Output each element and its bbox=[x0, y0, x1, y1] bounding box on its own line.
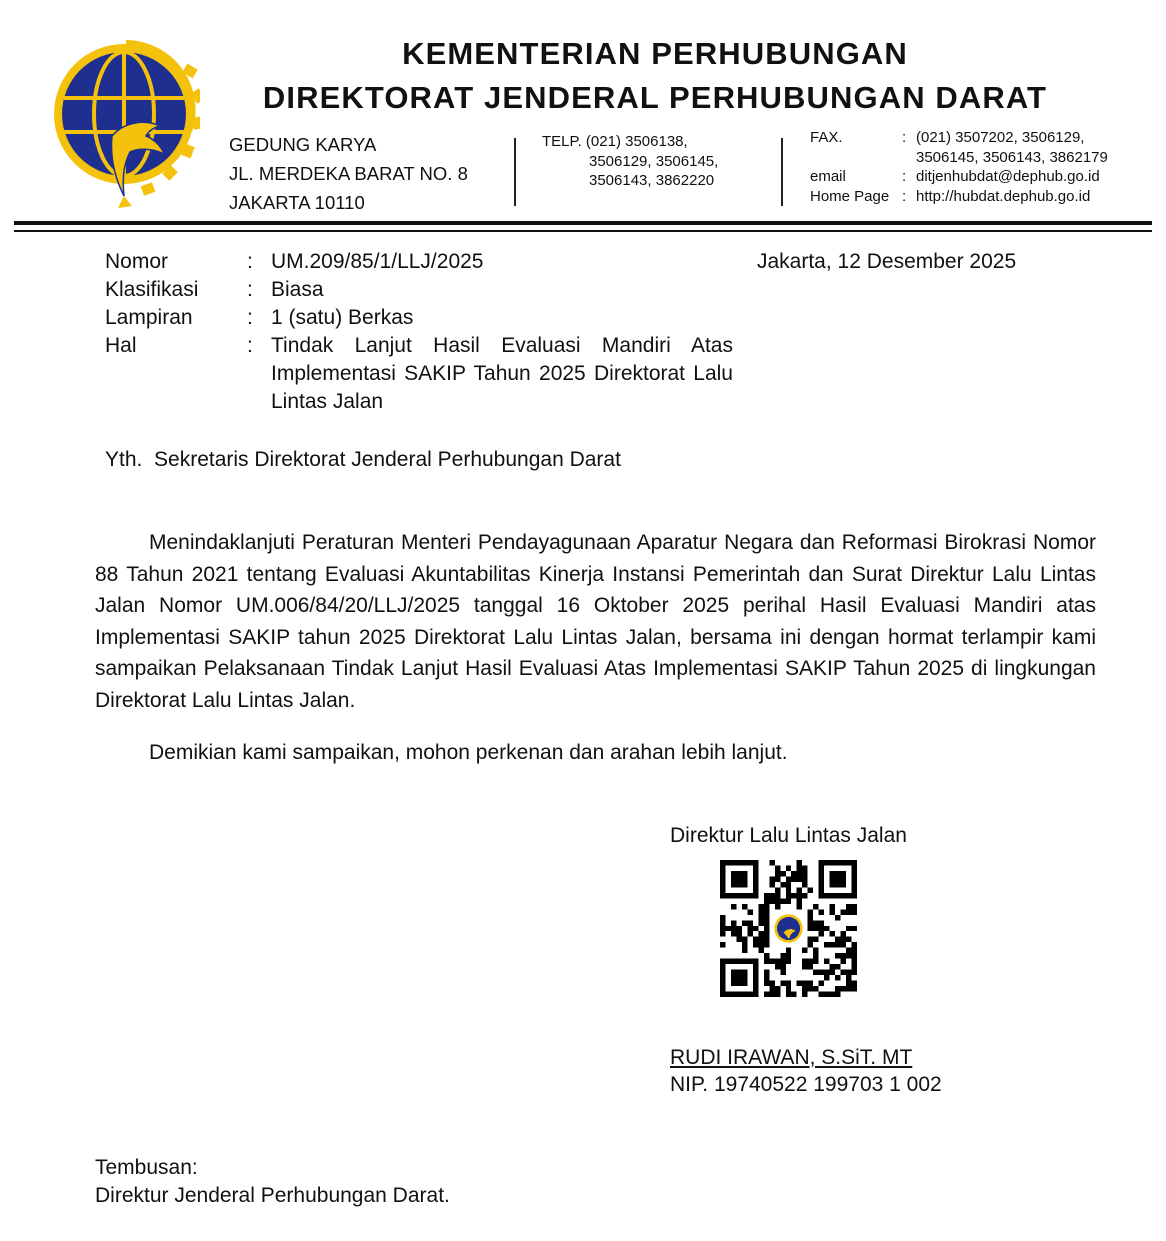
office-address bbox=[229, 130, 468, 217]
address-line: JAKARTA 10110 bbox=[229, 192, 365, 213]
qr-module bbox=[802, 964, 807, 969]
qr-module bbox=[835, 942, 840, 947]
qr-module bbox=[802, 986, 807, 991]
qr-module bbox=[780, 953, 785, 958]
qr-module bbox=[835, 953, 840, 958]
qr-module bbox=[791, 992, 796, 997]
qr-module bbox=[786, 992, 791, 997]
qr-module bbox=[753, 942, 758, 947]
qr-module bbox=[852, 953, 857, 958]
qr-module bbox=[786, 882, 791, 887]
telp-number: 3506129, 3506145, bbox=[589, 152, 719, 170]
directorate-name: DIREKTORAT JENDERAL PERHUBUNGAN DARAT bbox=[262, 80, 1048, 115]
qr-module bbox=[797, 893, 802, 898]
qr-module bbox=[780, 970, 785, 975]
qr-module bbox=[780, 964, 785, 969]
qr-module bbox=[819, 992, 824, 997]
qr-module bbox=[769, 986, 774, 991]
qr-module bbox=[786, 893, 791, 898]
qr-module bbox=[764, 970, 769, 975]
qr-module bbox=[731, 920, 736, 925]
qr-module bbox=[742, 937, 747, 942]
telp-label: TELP. bbox=[542, 133, 582, 150]
lampiran-value: 1 (satu) Berkas bbox=[271, 306, 414, 329]
qr-module bbox=[830, 964, 835, 969]
qr-module bbox=[813, 926, 818, 931]
fax-label: FAX. bbox=[810, 129, 843, 146]
qr-module bbox=[775, 893, 780, 898]
qr-module bbox=[758, 904, 763, 909]
qr-module bbox=[808, 920, 813, 925]
qr-module bbox=[747, 931, 752, 936]
qr-module bbox=[764, 942, 769, 947]
klasifikasi-label: Klasifikasi bbox=[105, 278, 199, 301]
qr-module bbox=[808, 981, 813, 986]
nomor-value: UM.209/85/1/LLJ/2025 bbox=[271, 250, 484, 273]
qr-module bbox=[808, 909, 813, 914]
qr-module bbox=[731, 931, 736, 936]
address-line: GEDUNG KARYA bbox=[229, 134, 377, 155]
qr-module bbox=[824, 992, 829, 997]
qr-module bbox=[835, 986, 840, 991]
qr-module bbox=[720, 920, 725, 925]
qr-module bbox=[835, 915, 840, 920]
body-paragraph: Menindaklanjuti Peraturan Menteri Pendayagunaan Aparatur Negara dan Reformasi Birokrasi Nomor 88 Tahun 2021 tentang Evaluasi Akuntabilitas Kinerja Instansi Pemerintah dan Surat Direktur Lalu Lintas Jalan Nomor UM.006/84/20/LLJ/2025 tanggal 16 Oktober 2025 perihal Hasil Evaluasi Mandiri atas Implementasi SAKIP tahun 2025 Direktorat Lalu Lintas Jalan, bersama ini dengan hormat terlampir kami sampaikan Pelaksanaan Tindak Lanjut Hasil Evaluasi Atas Implementasi SAKIP Tahun 2025 di lingkungan Direktorat Lalu Lintas Jalan. bbox=[95, 531, 1096, 712]
qr-module bbox=[780, 882, 785, 887]
qr-module bbox=[824, 926, 829, 931]
qr-module bbox=[835, 975, 840, 980]
qr-module bbox=[797, 887, 802, 892]
qr-module bbox=[802, 876, 807, 881]
qr-module bbox=[786, 898, 791, 903]
qr-module bbox=[802, 959, 807, 964]
qr-module bbox=[797, 904, 802, 909]
cc-title: Tembusan: bbox=[95, 1156, 198, 1179]
qr-module bbox=[846, 953, 851, 958]
signatory-title: Direktur Lalu Lintas Jalan bbox=[670, 824, 907, 847]
qr-module bbox=[758, 920, 763, 925]
qr-module bbox=[813, 904, 818, 909]
qr-module bbox=[846, 948, 851, 953]
qr-module bbox=[802, 893, 807, 898]
qr-module bbox=[731, 904, 736, 909]
qr-module bbox=[786, 948, 791, 953]
qr-module bbox=[835, 964, 840, 969]
qr-module bbox=[841, 942, 846, 947]
qr-module bbox=[841, 986, 846, 991]
qr-module bbox=[786, 876, 791, 881]
qr-module bbox=[736, 937, 741, 942]
qr-module bbox=[764, 953, 769, 958]
qr-module bbox=[764, 893, 769, 898]
qr-module bbox=[830, 942, 835, 947]
qr-module bbox=[764, 904, 769, 909]
qr-module bbox=[764, 992, 769, 997]
qr-module bbox=[846, 904, 851, 909]
qr-module bbox=[764, 915, 769, 920]
qr-module bbox=[813, 953, 818, 958]
qr-module bbox=[797, 865, 802, 870]
qr-module bbox=[764, 931, 769, 936]
qr-module bbox=[775, 959, 780, 964]
qr-module bbox=[797, 860, 802, 865]
hal-value: Tindak Lanjut Hasil Evaluasi Mandiri Atas Implementasi SAKIP Tahun 2025 Direktorat Lalu Lintas Jalan bbox=[271, 334, 733, 413]
qr-module bbox=[797, 876, 802, 881]
qr-module bbox=[742, 948, 747, 953]
qr-module bbox=[736, 931, 741, 936]
nomor-label: Nomor bbox=[105, 250, 169, 273]
qr-module bbox=[764, 920, 769, 925]
qr-module bbox=[769, 992, 774, 997]
qr-module bbox=[753, 926, 758, 931]
qr-module bbox=[819, 981, 824, 986]
qr-module bbox=[802, 882, 807, 887]
qr-module bbox=[720, 926, 725, 931]
qr-module bbox=[846, 981, 851, 986]
qr-module bbox=[813, 986, 818, 991]
qr-module bbox=[808, 887, 813, 892]
qr-module bbox=[824, 959, 829, 964]
ministry-name: KEMENTERIAN PERHUBUNGAN bbox=[402, 36, 908, 71]
qr-code[interactable] bbox=[720, 860, 857, 997]
qr-module bbox=[780, 959, 785, 964]
qr-module bbox=[808, 937, 813, 942]
fax-number: 3506145, 3506143, 3862179 bbox=[916, 148, 1108, 166]
qr-module bbox=[758, 942, 763, 947]
qr-module bbox=[786, 953, 791, 958]
qr-module bbox=[841, 970, 846, 975]
qr-module bbox=[802, 948, 807, 953]
qr-module bbox=[835, 992, 840, 997]
ministry-logo bbox=[52, 36, 200, 211]
qr-module bbox=[769, 898, 774, 903]
qr-module bbox=[802, 865, 807, 870]
qr-module bbox=[819, 926, 824, 931]
qr-module bbox=[775, 964, 780, 969]
qr-module bbox=[813, 920, 818, 925]
qr-module bbox=[775, 898, 780, 903]
qr-module bbox=[769, 876, 774, 881]
qr-module bbox=[758, 931, 763, 936]
qr-module bbox=[802, 871, 807, 876]
telp-number: 3506143, 3862220 bbox=[589, 172, 715, 189]
qr-module bbox=[786, 986, 791, 991]
closing-paragraph: Demikian kami sampaikan, mohon perkenan dan arahan lebih lanjut. bbox=[149, 741, 788, 764]
signatory-name: RUDI IRAWAN, S.SiT. MT bbox=[670, 1046, 913, 1069]
qr-module bbox=[769, 882, 774, 887]
homepage-label: Home Page bbox=[810, 187, 890, 205]
qr-module bbox=[720, 915, 725, 920]
qr-module bbox=[819, 920, 824, 925]
qr-module bbox=[764, 959, 769, 964]
qr-module bbox=[802, 981, 807, 986]
qr-module bbox=[769, 860, 774, 865]
qr-module bbox=[791, 893, 796, 898]
qr-module bbox=[841, 953, 846, 958]
qr-module bbox=[791, 871, 796, 876]
qr-module bbox=[813, 937, 818, 942]
qr-module bbox=[835, 937, 840, 942]
qr-module bbox=[830, 931, 835, 936]
qr-module bbox=[775, 986, 780, 991]
qr-module bbox=[852, 981, 857, 986]
qr-module bbox=[852, 970, 857, 975]
qr-module bbox=[830, 909, 835, 914]
qr-module bbox=[797, 981, 802, 986]
qr-module bbox=[808, 986, 813, 991]
qr-module bbox=[852, 959, 857, 964]
qr-module bbox=[764, 981, 769, 986]
signatory-nip: NIP. 19740522 199703 1 002 bbox=[670, 1073, 942, 1096]
header-divider bbox=[781, 138, 783, 206]
qr-module bbox=[780, 871, 785, 876]
qr-module bbox=[813, 959, 818, 964]
cc-item: Direktur Jenderal Perhubungan Darat. bbox=[95, 1184, 450, 1207]
qr-module bbox=[813, 970, 818, 975]
address-line: JL. MERDEKA BARAT NO. 8 bbox=[229, 163, 468, 184]
qr-module bbox=[736, 926, 741, 931]
qr-module bbox=[824, 942, 829, 947]
qr-module bbox=[758, 937, 763, 942]
qr-module bbox=[797, 871, 802, 876]
qr-module bbox=[808, 915, 813, 920]
qr-module bbox=[775, 876, 780, 881]
qr-module bbox=[780, 981, 785, 986]
qr-module bbox=[742, 942, 747, 947]
hal-label: Hal bbox=[105, 334, 137, 357]
telephone-block bbox=[542, 132, 718, 191]
qr-module bbox=[720, 931, 725, 936]
qr-module bbox=[764, 898, 769, 903]
qr-module bbox=[769, 981, 774, 986]
qr-module bbox=[747, 920, 752, 925]
qr-module bbox=[775, 904, 780, 909]
qr-module bbox=[846, 970, 851, 975]
qr-module bbox=[758, 948, 763, 953]
qr-module bbox=[786, 887, 791, 892]
qr-module bbox=[775, 865, 780, 870]
qr-module bbox=[764, 909, 769, 914]
qr-module bbox=[813, 948, 818, 953]
qr-module bbox=[808, 964, 813, 969]
header-divider bbox=[514, 138, 516, 206]
letterhead-rule-thin bbox=[14, 230, 1152, 232]
qr-module bbox=[852, 909, 857, 914]
qr-module bbox=[852, 964, 857, 969]
qr-module bbox=[775, 871, 780, 876]
qr-module bbox=[841, 937, 846, 942]
qr-module bbox=[819, 909, 824, 914]
qr-module bbox=[753, 937, 758, 942]
qr-module bbox=[846, 937, 851, 942]
qr-module bbox=[786, 959, 791, 964]
email-label: email bbox=[810, 168, 846, 185]
qr-module bbox=[808, 926, 813, 931]
telp-number: (021) 3506138, bbox=[585, 133, 688, 150]
fax-number: (021) 3507202, 3506129, bbox=[916, 129, 1085, 146]
qr-module bbox=[725, 926, 730, 931]
qr-module bbox=[830, 970, 835, 975]
qr-module bbox=[775, 992, 780, 997]
qr-module bbox=[764, 937, 769, 942]
qr-module bbox=[747, 926, 752, 931]
lampiran-label: Lampiran bbox=[105, 306, 193, 329]
qr-module bbox=[852, 948, 857, 953]
qr-module bbox=[852, 904, 857, 909]
qr-module bbox=[824, 970, 829, 975]
qr-module bbox=[797, 898, 802, 903]
qr-module bbox=[775, 887, 780, 892]
qr-module bbox=[769, 893, 774, 898]
qr-module bbox=[731, 926, 736, 931]
klasifikasi-value: Biasa bbox=[271, 278, 324, 301]
qr-module bbox=[846, 975, 851, 980]
qr-module bbox=[786, 865, 791, 870]
qr-module bbox=[786, 981, 791, 986]
addressee: Yth. Sekretaris Direktorat Jenderal Perhubungan Darat bbox=[105, 448, 621, 471]
qr-module bbox=[846, 986, 851, 991]
letterhead-rule bbox=[14, 221, 1152, 225]
letter-date: Jakarta, 12 Desember 2025 bbox=[757, 250, 1017, 273]
contact-block: FAX. : (021) 3507202, 3506129, 3506145, 3506143, 3862179 email : ditjenhubdat@dephub.go.id Home Page : http://hubdat.dephub.go.id bbox=[810, 129, 1108, 205]
qr-module bbox=[819, 931, 824, 936]
qr-module bbox=[742, 904, 747, 909]
qr-module bbox=[830, 904, 835, 909]
qr-module bbox=[852, 986, 857, 991]
qr-module bbox=[846, 926, 851, 931]
qr-module bbox=[841, 959, 846, 964]
qr-module bbox=[824, 975, 829, 980]
qr-module bbox=[841, 931, 846, 936]
qr-module bbox=[764, 926, 769, 931]
qr-module bbox=[764, 975, 769, 980]
qr-module bbox=[852, 926, 857, 931]
qr-module bbox=[852, 942, 857, 947]
qr-module bbox=[769, 959, 774, 964]
qr-module bbox=[808, 959, 813, 964]
qr-module bbox=[747, 909, 752, 914]
qr-module bbox=[758, 909, 763, 914]
email-address[interactable]: ditjenhubdat@dephub.go.id bbox=[916, 168, 1100, 185]
qr-module bbox=[742, 920, 747, 925]
qr-module bbox=[758, 915, 763, 920]
qr-module bbox=[791, 876, 796, 881]
homepage-link[interactable]: http://hubdat.dephub.go.id bbox=[916, 187, 1091, 205]
qr-module bbox=[841, 909, 846, 914]
qr-module bbox=[846, 909, 851, 914]
letter-meta: Nomor : UM.209/85/1/LLJ/2025 Klasifikasi : Biasa Lampiran : 1 (satu) Berkas Hal : Tindak Lanjut Hasil Evaluasi Mandiri Atas Implementasi SAKIP Tahun 2025 Direktorat Lalu Lintas Jalan bbox=[105, 248, 733, 416]
qr-module bbox=[802, 992, 807, 997]
qr-module bbox=[830, 992, 835, 997]
qr-module bbox=[720, 942, 725, 947]
qr-module bbox=[808, 942, 813, 947]
qr-module bbox=[780, 898, 785, 903]
qr-module bbox=[819, 970, 824, 975]
